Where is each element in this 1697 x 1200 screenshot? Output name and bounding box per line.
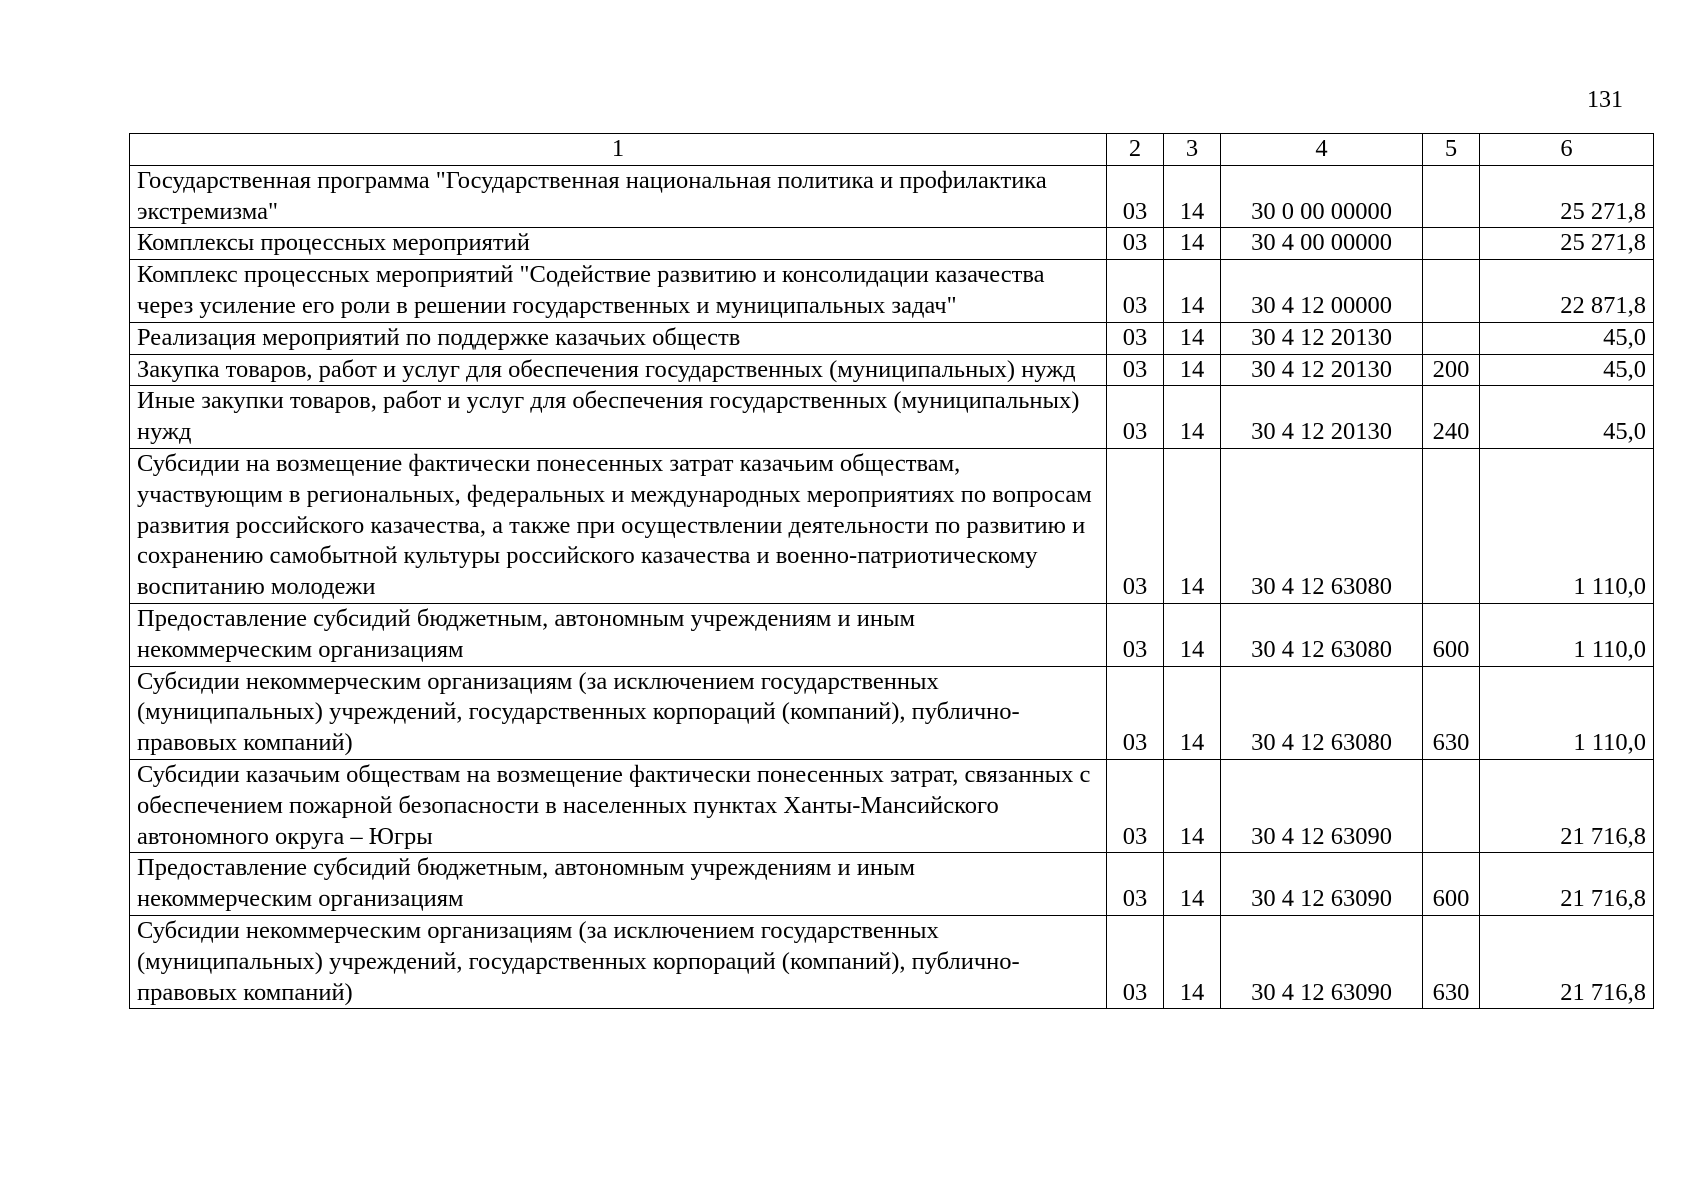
section-code-cell: 03 [1107,386,1164,449]
expense-type-cell: 630 [1423,666,1480,759]
table-row [130,322,1654,354]
expense-type-cell [1423,448,1480,603]
row-name-cell: Закупка товаров, работ и услуг для обеспечения государственных (муниципальных) нужд [130,354,1107,386]
subsection-code-cell: 14 [1164,354,1221,386]
amount-cell: 45,0 [1480,354,1654,386]
amount-cell: 45,0 [1480,386,1654,449]
expense-type-cell [1423,322,1480,354]
table-row [130,228,1654,260]
expense-type-cell: 630 [1423,915,1480,1008]
section-code-cell: 03 [1107,759,1164,852]
target-article-cell: 30 4 12 63090 [1221,915,1423,1008]
expense-type-cell [1423,260,1480,323]
row-name-cell: Иные закупки товаров, работ и услуг для обеспечения государственных (муниципальных) нужд [130,386,1107,449]
header-cell: 3 [1164,134,1221,166]
target-article-cell: 30 0 00 00000 [1221,165,1423,228]
header-cell: 4 [1221,134,1423,166]
subsection-code-cell: 14 [1164,322,1221,354]
table-row [130,448,1654,603]
section-code-cell: 03 [1107,322,1164,354]
target-article-cell: 30 4 12 00000 [1221,260,1423,323]
amount-cell: 45,0 [1480,322,1654,354]
budget-table [129,133,1654,1009]
expense-type-cell: 240 [1423,386,1480,449]
target-article-cell: 30 4 12 63080 [1221,448,1423,603]
amount-cell: 21 716,8 [1480,853,1654,916]
table-row [130,666,1654,759]
section-code-cell: 03 [1107,354,1164,386]
row-name-cell: Субсидии некоммерческим организациям (за исключением государственных (муниципальных) учреждений, государственных корпораций (компаний), публично-правовых компаний) [130,666,1107,759]
target-article-cell: 30 4 12 63080 [1221,666,1423,759]
amount-cell: 22 871,8 [1480,260,1654,323]
amount-cell: 1 110,0 [1480,666,1654,759]
subsection-code-cell: 14 [1164,853,1221,916]
expense-type-cell: 200 [1423,354,1480,386]
table-row [130,853,1654,916]
subsection-code-cell: 14 [1164,759,1221,852]
section-code-cell: 03 [1107,448,1164,603]
amount-cell: 1 110,0 [1480,603,1654,666]
row-name-cell: Предоставление субсидий бюджетным, автономным учреждениям и иным некоммерческим организациям [130,603,1107,666]
amount-cell: 21 716,8 [1480,759,1654,852]
section-code-cell: 03 [1107,260,1164,323]
row-name-cell: Субсидии казачьим обществам на возмещение фактически понесенных затрат, связанных с обеспечением пожарной безопасности в населенных пунктах Ханты-Мансийского автономного округа – Югры [130,759,1107,852]
row-name-cell: Комплексы процессных мероприятий [130,228,1107,260]
row-name-cell: Предоставление субсидий бюджетным, автономным учреждениям и иным некоммерческим организациям [130,853,1107,916]
section-code-cell: 03 [1107,603,1164,666]
row-name-cell: Реализация мероприятий по поддержке казачьих обществ [130,322,1107,354]
section-code-cell: 03 [1107,228,1164,260]
table-header-row [130,134,1654,166]
table-row [130,759,1654,852]
row-name-cell: Субсидии некоммерческим организациям (за исключением государственных (муниципальных) учреждений, государственных корпораций (компаний), публично-правовых компаний) [130,915,1107,1008]
subsection-code-cell: 14 [1164,915,1221,1008]
row-name-cell: Субсидии на возмещение фактически понесенных затрат казачьим обществам, участвующим в региональных, федеральных и международных мероприятиях по вопросам развития российского казачества, а также при осуществлении деятельности по развитию и сохранению самобытной культуры российского казачества и военно-патриотическому воспитанию молодежи [130,448,1107,603]
header-cell: 6 [1480,134,1654,166]
section-code-cell: 03 [1107,915,1164,1008]
subsection-code-cell: 14 [1164,260,1221,323]
target-article-cell: 30 4 00 00000 [1221,228,1423,260]
subsection-code-cell: 14 [1164,666,1221,759]
section-code-cell: 03 [1107,853,1164,916]
target-article-cell: 30 4 12 20130 [1221,354,1423,386]
amount-cell: 21 716,8 [1480,915,1654,1008]
table-row [130,260,1654,323]
section-code-cell: 03 [1107,165,1164,228]
amount-cell: 25 271,8 [1480,228,1654,260]
header-cell: 5 [1423,134,1480,166]
header-cell: 1 [130,134,1107,166]
table-row [130,165,1654,228]
target-article-cell: 30 4 12 20130 [1221,322,1423,354]
expense-type-cell [1423,759,1480,852]
amount-cell: 1 110,0 [1480,448,1654,603]
table-row [130,354,1654,386]
subsection-code-cell: 14 [1164,603,1221,666]
page-number: 131 [1587,87,1623,113]
subsection-code-cell: 14 [1164,448,1221,603]
subsection-code-cell: 14 [1164,228,1221,260]
header-cell: 2 [1107,134,1164,166]
subsection-code-cell: 14 [1164,165,1221,228]
budget-table-body [130,134,1654,1009]
table-row [130,915,1654,1008]
expense-type-cell [1423,228,1480,260]
section-code-cell: 03 [1107,666,1164,759]
target-article-cell: 30 4 12 20130 [1221,386,1423,449]
amount-cell: 25 271,8 [1480,165,1654,228]
expense-type-cell [1423,165,1480,228]
expense-type-cell: 600 [1423,853,1480,916]
target-article-cell: 30 4 12 63090 [1221,853,1423,916]
expense-type-cell: 600 [1423,603,1480,666]
table-row [130,386,1654,449]
target-article-cell: 30 4 12 63090 [1221,759,1423,852]
subsection-code-cell: 14 [1164,386,1221,449]
target-article-cell: 30 4 12 63080 [1221,603,1423,666]
row-name-cell: Государственная программа "Государственная национальная политика и профилактика экстремизма" [130,165,1107,228]
row-name-cell: Комплекс процессных мероприятий "Содействие развитию и консолидации казачества через усиление его роли в решении государственных и муниципальных задач" [130,260,1107,323]
table-row [130,603,1654,666]
